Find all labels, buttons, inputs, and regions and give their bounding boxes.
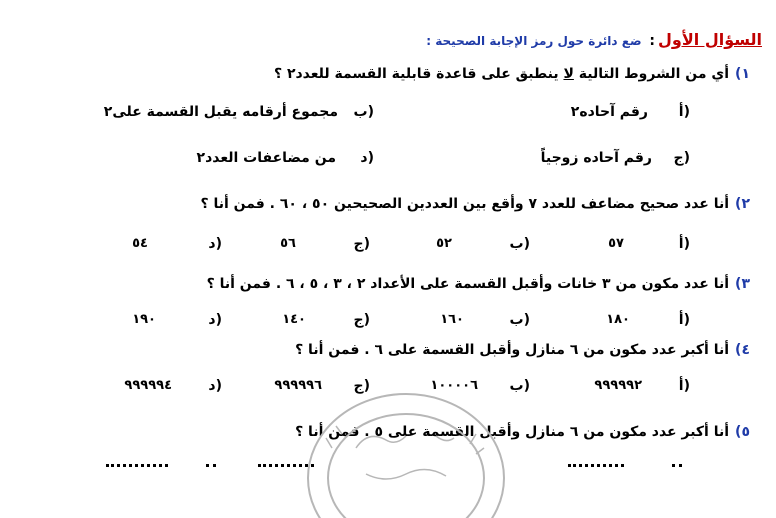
q1-option-d-text[interactable]: من مضاعفات العدد٢: [196, 150, 336, 166]
question-4: [295, 342, 750, 358]
q1-option-b-text[interactable]: مجموع أرقامه يقبل القسمة على٢: [103, 104, 338, 120]
q3-option-b-letter[interactable]: ب): [509, 312, 530, 328]
q4-option-c-value[interactable]: ٩٩٩٩٩٦: [274, 378, 322, 393]
q3-option-d-letter[interactable]: د): [208, 312, 222, 328]
q1-option-a-text[interactable]: رقم آحاده٢: [570, 104, 648, 120]
q2-option-b-value[interactable]: ٥٢: [436, 236, 452, 251]
q2-option-c-value[interactable]: ٥٦: [280, 236, 296, 251]
question-text: أنا أكبر عدد مكون من ٦ منازل وأقبل القسمة على ٥ . فمن أنا ؟: [295, 424, 730, 440]
question-1: [274, 66, 750, 82]
question-number: ٥): [735, 424, 750, 440]
instruction-text: ضع دائرة حول رمز الإجابة الصحيحة :: [426, 34, 642, 48]
question-header: [426, 30, 762, 49]
q3-option-c-value[interactable]: ١٤٠: [282, 312, 306, 327]
q2-option-d-letter[interactable]: د): [208, 236, 222, 252]
cutoff-value-d: [106, 464, 168, 467]
q2-option-c-letter[interactable]: ج): [353, 236, 370, 252]
q1-option-b-letter[interactable]: ب): [353, 104, 374, 120]
q4-option-d-value[interactable]: ٩٩٩٩٩٤: [124, 378, 172, 393]
section-title: السؤال الأول: [658, 30, 762, 49]
q4-option-b-letter[interactable]: ب): [509, 378, 530, 394]
question-2: [200, 196, 750, 212]
q1-option-c-text[interactable]: رقم آحاده زوجياً: [540, 150, 652, 166]
q1-option-c-letter[interactable]: ج): [673, 150, 690, 166]
q4-option-c-letter[interactable]: ج): [353, 378, 370, 394]
q3-option-a-letter[interactable]: أ): [678, 312, 690, 328]
question-number: ٤): [735, 342, 750, 358]
q2-option-a-value[interactable]: ٥٧: [608, 236, 624, 251]
question-text: أنا أكبر عدد مكون من ٦ منازل وأقبل القسمة على ٦ . فمن أنا ؟: [295, 342, 730, 358]
q4-option-a-letter[interactable]: أ): [678, 378, 690, 394]
question-text: أنا عدد صحيح مضاعف للعدد ٧ وأقع بين العددين الصحيحين ٥٠ ، ٦٠ . فمن أنا ؟: [200, 196, 730, 212]
question-number: ٣): [735, 276, 750, 292]
q4-option-a-value[interactable]: ٩٩٩٩٩٢: [594, 378, 642, 393]
question-negation: لا: [563, 66, 574, 82]
q2-option-a-letter[interactable]: أ): [678, 236, 690, 252]
q3-option-d-value[interactable]: ١٩٠: [132, 312, 156, 327]
q4-option-d-letter[interactable]: د): [208, 378, 222, 394]
question-number: ٢): [735, 196, 750, 212]
q3-option-c-letter[interactable]: ج): [353, 312, 370, 328]
question-text-part1: أي من الشروط التالية: [578, 66, 730, 82]
question-number: ١): [735, 66, 750, 82]
title-colon: :: [649, 33, 656, 49]
question-text: أنا عدد مكون من ٣ خانات وأقبل القسمة على الأعداد ٢ ، ٣ ، ٥ ، ٦ . فمن أنا ؟: [206, 276, 730, 292]
stamp-watermark: [296, 378, 516, 518]
q4-option-b-value[interactable]: ١٠٠٠٠٦: [430, 378, 478, 393]
question-text-part2: ينطبق على قاعدة قابلية القسمة للعدد٢ ؟: [273, 66, 559, 82]
cutoff-value-a: [568, 464, 624, 467]
question-3: [207, 276, 750, 292]
q1-option-d-letter[interactable]: د): [360, 150, 374, 166]
q2-option-d-value[interactable]: ٥٤: [132, 236, 148, 251]
q1-option-a-letter[interactable]: أ): [678, 104, 690, 120]
q3-option-b-value[interactable]: ١٦٠: [440, 312, 464, 327]
cutoff-letter-a: [672, 464, 682, 467]
q2-option-b-letter[interactable]: ب): [509, 236, 530, 252]
cutoff-letter-d: [206, 464, 216, 467]
q3-option-a-value[interactable]: ١٨٠: [606, 312, 630, 327]
